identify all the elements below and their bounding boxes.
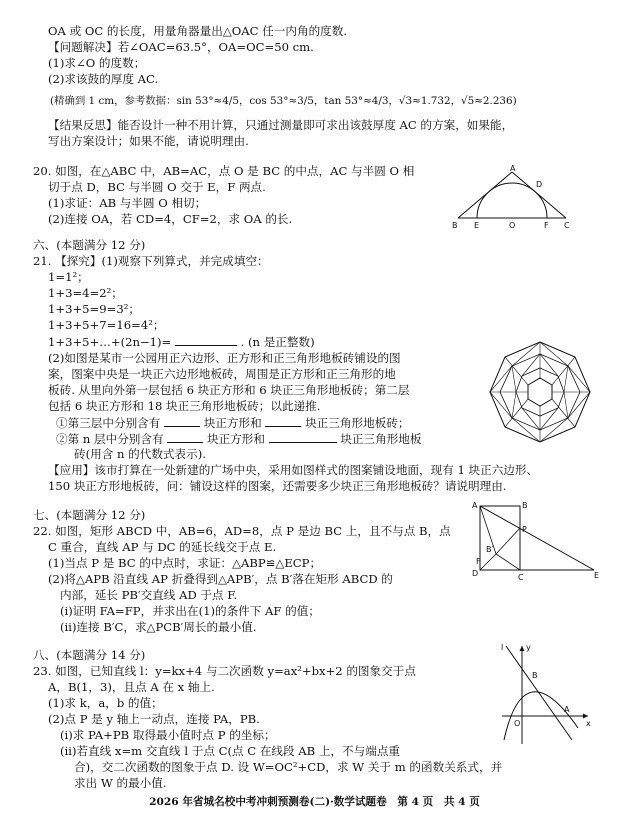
q22-label-p: P <box>522 525 527 534</box>
q22-segment-pb-prime <box>496 528 520 554</box>
q21-fill-note: 砖(用含 n 的代数式表示). <box>74 447 206 461</box>
q22-sub-i: (ⅰ)证明 FA=FP，并求出在(1)的条件下 AF 的值； <box>60 604 320 618</box>
q20-label-f: F <box>544 221 549 230</box>
q21-part-2-line-4: 包括 6 块正方形和 18 块正三角形地板砖；以此递推. <box>48 399 321 413</box>
q22-stem: 22. 如图，矩形 ABCD 中，AB=6，AD=8，点 P 是边 BC 上，且不与点 B，点 <box>33 524 451 538</box>
q20-stem-2: 切于点 D，BC 与半圆 O 交于 E，F 两点. <box>48 180 266 194</box>
q20-part-2: (2)连接 OA，若 CD=4，CF=2，求 OA 的长. <box>48 212 293 226</box>
q23-stem: 23. 如图，已知直线 l：y=kx+4 与二次函数 y=ax²+bx+2 的图象交于点 <box>33 664 416 678</box>
q21-blank-general[interactable] <box>175 334 237 346</box>
q21-tile-lines <box>490 342 590 442</box>
q23-y-arrow <box>520 646 525 651</box>
q22-segment-b-prime-c <box>496 554 520 570</box>
q19-problem-solving: 【问题解决】若∠OAC=63.5°，OA=OC=50 cm. <box>48 40 314 54</box>
q20-label-e: E <box>474 221 480 230</box>
q21-equation-5 <box>48 334 315 350</box>
q23-label-l: l <box>501 643 504 652</box>
q21-fill-2c: 块正三角形地板 <box>340 432 422 446</box>
q21-fill-2a: ②第 n 层中分别含有 <box>56 432 164 446</box>
q21-tiling-figure <box>488 340 592 444</box>
q21-equation-1: 1=1²； <box>48 270 89 284</box>
q21-central-hexagon <box>528 378 552 406</box>
q21-fill-1c: 块正三角形地板砖； <box>305 416 410 430</box>
section-6-heading: 六、(本题满分 12 分) <box>33 238 146 252</box>
q21-fill-1b: 块正方形和 <box>203 416 262 430</box>
section-7-heading: 七、(本题满分 12 分) <box>33 508 146 522</box>
q20-part-1: (1)求证：AB 与半圆 O 相切； <box>48 196 207 210</box>
q21-application-1: 【应用】该市打算在一处新建的广场中央，采用如图样式的图案铺设地面，现有 1 块正六边形、 <box>48 463 539 477</box>
q21-part-2-line-1: (2)如图是某市一公园用正六边形、正方形和正三角形地板砖铺设的图 <box>48 351 401 365</box>
q22-label-d: D <box>472 569 479 578</box>
q22-label-b-prime: B′ <box>486 545 494 554</box>
q19-line-1: OA 或 OC 的长度，用量角器量出△OAC 任一内角的度数. <box>48 24 348 38</box>
q21-equation-2: 1+3=4=2²； <box>48 286 123 300</box>
q21-stem: 21. 【探究】(1)观察下列算式，并完成填空： <box>33 254 269 268</box>
q21-tiling-svg <box>488 340 592 444</box>
q22-label-b: B <box>522 501 528 510</box>
page-footer: 2026 年省城名校中考冲刺预测卷(二)·数学试题卷 第 4 页 共 4 页 <box>149 796 480 808</box>
q22-label-e: E <box>594 571 600 580</box>
q23-label-y: y <box>526 643 531 652</box>
q21-equation-4: 1+3+5+7=16=4²； <box>48 318 165 332</box>
q21-fill-2b: 块正方形和 <box>206 432 265 446</box>
q21-fill-1a: ①第三层中分别含有 <box>56 416 161 430</box>
q21-blank-layern-squares[interactable] <box>167 431 203 443</box>
q23-sub-ii-3: 求出 W 的最小值. <box>74 776 167 790</box>
q21-blank-layer3-squares[interactable] <box>164 415 200 427</box>
q20-label-d: D <box>536 180 543 189</box>
q23-stem-2: A，B(1，3)，且点 A 在 x 轴上. <box>48 680 215 694</box>
q21-blank-layern-triangles[interactable] <box>269 431 337 443</box>
q23-x-arrow <box>583 714 588 719</box>
q19-reference-data: (精确到 1 cm，参考数据：sin 53°≈4/5，cos 53°≈3/5，tan 53°≈4/3，√3≈1.732，√5≈2.236) <box>50 95 517 107</box>
q20-label-o: O <box>509 221 516 230</box>
q22-sub-ii: (ⅱ)连接 B′C，求△PCB′周长的最小值. <box>60 620 257 634</box>
q23-label-b: B <box>532 671 538 680</box>
section-8-heading: 八、(本题满分 14 分) <box>33 648 146 662</box>
q23-figure <box>498 640 594 748</box>
q23-sub-ii: (ⅱ)若直线 x=m 交直线 l 于点 C(点 C 在线段 AB 上，不与端点重 <box>60 744 401 758</box>
q21-part-2-line-2: 案，图案中央是一块正六边形地板砖，周围是正方形和正三角形的地 <box>48 367 396 381</box>
q22-segment-pf <box>480 554 496 570</box>
q22-label-a: A <box>472 501 478 510</box>
q22-label-f: F <box>476 557 481 566</box>
q21-equation-3: 1+3+5=9=3²； <box>48 302 140 316</box>
q21-equation-5-note: . (n 是正整数) <box>240 335 315 349</box>
q20-label-c: C <box>564 221 570 230</box>
q19-part-2: (2)求该鼓的厚度 AC. <box>48 72 159 86</box>
q23-sub-ii-2: 合)，交二次函数的图象于点 D. 设 W=OC²+CD，求 W 关于 m 的函数关系式，并 <box>74 760 503 774</box>
q19-reflection: 【结果反思】能否设计一种不用计算，只通过测量即可求出该鼓厚度 AC 的方案，如果能， <box>48 118 514 132</box>
q21-equation-5-text: 1+3+5+…+(2n−1)= <box>48 335 172 349</box>
q22-part-2: (2)将△APB 沿直线 AP 折叠得到△APB′，点 B′落在矩形 ABCD 的 <box>48 572 393 586</box>
q23-label-a: A <box>564 705 570 714</box>
q22-stem-2: C 重合，直线 AP 与 DC 的延长线交于点 E. <box>48 540 277 554</box>
q21-fill-layer-3 <box>56 415 409 431</box>
q22-rectangle-abcd <box>480 506 520 570</box>
q23-part-2: (2)点 P 是 y 轴上一动点，连接 PA，PB. <box>48 712 260 726</box>
q20-figure <box>452 162 572 230</box>
q20-label-a: A <box>510 164 516 173</box>
q23-label-x: x <box>586 719 591 728</box>
q22-part-1: (1)当点 P 是 BC 的中点时，求证：△ABP≌△ECP； <box>48 556 322 570</box>
q23-sub-i: (ⅰ)求 PA+PB 取得最小值时点 P 的坐标； <box>60 728 276 742</box>
q19-part-1: (1)求∠O 的度数； <box>48 56 146 70</box>
q20-label-b: B <box>452 221 458 230</box>
q21-blank-layer3-triangles[interactable] <box>265 415 301 427</box>
q23-label-o: O <box>514 719 521 728</box>
q21-part-2-line-3: 板砖. 从里向外第一层包括 6 块正方形和 6 块正三角形地板砖；第二层 <box>48 383 410 397</box>
q22-line-ae <box>480 506 594 570</box>
q19-reflection-2: 写出方案设计；如果不能，请说明理由. <box>48 134 249 148</box>
q22-part-2b: 内部，延长 PB′交直线 AD 于点 F. <box>60 588 238 602</box>
q22-label-c: C <box>518 573 524 582</box>
q22-figure <box>470 500 600 582</box>
q21-fill-layer-n <box>56 431 422 447</box>
q23-part-1: (1)求 k，a，b 的值； <box>48 696 163 710</box>
q21-application-2: 150 块正方形地板砖，问：铺设这样的图案，还需要多少块正三角形地板砖？请说明理由. <box>48 479 507 493</box>
q20-stem: 20. 如图，在△ABC 中，AB=AC，点 O 是 BC 的中点，AC 与半圆 O 相 <box>33 164 415 178</box>
